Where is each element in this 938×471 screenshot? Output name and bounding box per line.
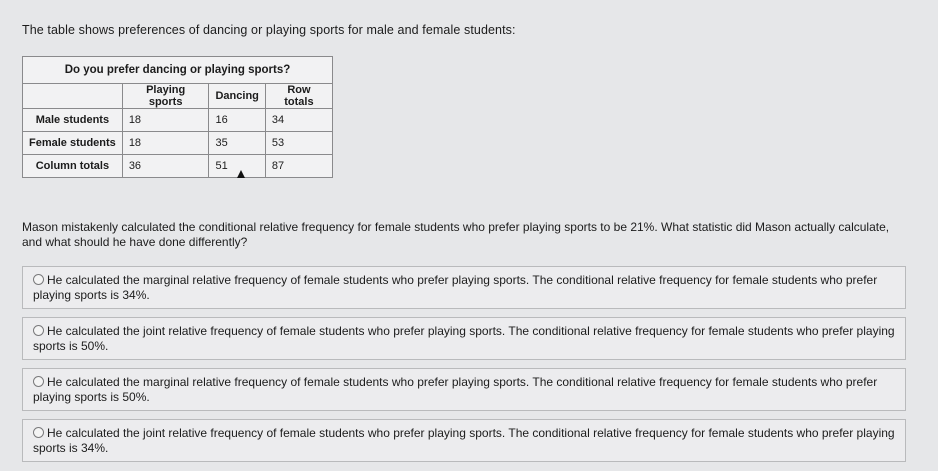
radio-button[interactable] [33, 274, 44, 285]
option-text: He calculated the joint relative frequency of female students who prefer playing sports. The conditional relative frequency for female students who prefer playing sports is 50%. [33, 324, 895, 353]
option-text: He calculated the joint relative frequency of female students who prefer playing sports. The conditional relative frequency for female students who prefer playing sports is 34%. [33, 426, 895, 455]
table-cell: 18 [122, 109, 209, 132]
table-cell: 35 [209, 132, 265, 155]
preferences-table [22, 56, 333, 178]
table-header-cell: Row totals [265, 84, 332, 109]
option-text: He calculated the marginal relative frequency of female students who prefer playing sports. The conditional relative frequency for female students who prefer playing sports is 34%. [33, 273, 878, 302]
table-cell: 51 [209, 155, 265, 178]
radio-button[interactable] [33, 427, 44, 438]
table-cell: 34 [265, 109, 332, 132]
table-cell: 53 [265, 132, 332, 155]
table-row [23, 132, 333, 155]
table-header-cell [23, 84, 123, 109]
row-label: Column totals [23, 155, 123, 178]
radio-button[interactable] [33, 376, 44, 387]
table-cell: 36 [122, 155, 209, 178]
table-header-cell: Dancing [209, 84, 265, 109]
answer-option[interactable] [22, 266, 906, 309]
answer-option[interactable] [22, 368, 906, 411]
table-title-row [23, 57, 333, 84]
question-text: Mason mistakenly calculated the conditional relative frequency for female students who prefer playing sports to be 21%. What statistic did Mason actually calculate, and what should he have done differently? [22, 220, 890, 249]
row-label: Female students [23, 132, 123, 155]
table-cell: 16 [209, 109, 265, 132]
radio-button[interactable] [33, 325, 44, 336]
table-header-row [23, 84, 333, 109]
mouse-cursor-icon [237, 170, 245, 178]
table-row [23, 109, 333, 132]
table-cell: 18 [122, 132, 209, 155]
intro-text: The table shows preferences of dancing or playing sports for male and female students: [22, 23, 516, 37]
option-text: He calculated the marginal relative frequency of female students who prefer playing sports. The conditional relative frequency for female students who prefer playing sports is 50%. [33, 375, 878, 404]
table-row [23, 155, 333, 178]
answer-option[interactable] [22, 317, 906, 360]
table-cell: 87 [265, 155, 332, 178]
table-header-cell: Playing sports [122, 84, 209, 109]
answer-option[interactable] [22, 419, 906, 462]
table-title: Do you prefer dancing or playing sports? [23, 57, 333, 84]
row-label: Male students [23, 109, 123, 132]
